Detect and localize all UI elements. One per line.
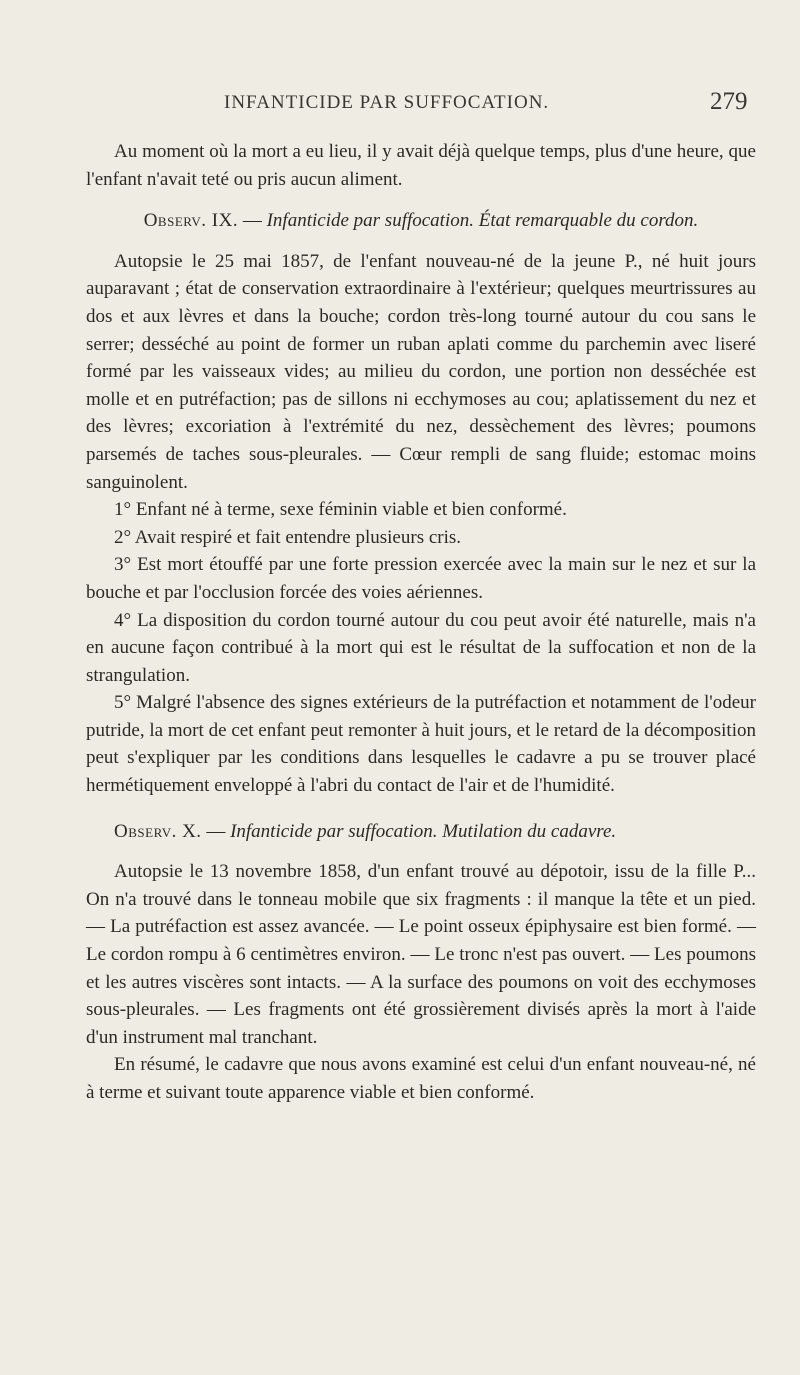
- conclusion-5: 5° Malgré l'absence des signes extérieurs de la putréfaction et notamment de l'odeur putride, la mort de cet enfant peut remonter à huit jours, et le retard de la décomposition peut s'expliquer par les conditions dans lesquelles le cadavre a pu se trouver placé hermétiquement enveloppé à l'abri du contact de l'air et de l'humidité.: [86, 692, 756, 797]
- page-body: [86, 138, 756, 1107]
- paragraph-intro: Au moment où la mort a eu lieu, il y avait déjà quelque temps, plus d'une heure, que l'enfant n'avait teté ou pris aucun aliment.: [86, 141, 756, 190]
- observation-heading-9: [86, 207, 756, 235]
- observation-label: Observ. IX.: [143, 210, 239, 232]
- observation-heading-10: [86, 818, 756, 846]
- conclusion-2: 2° Avait respiré et fait entendre plusieurs cris.: [114, 526, 462, 548]
- observation-title: Infanticide par suffocation. État remarquable du cordon.: [266, 210, 699, 232]
- page-number: 279: [710, 88, 748, 115]
- observation-label: Observ. X.: [114, 820, 202, 842]
- conclusion-4: 4° La disposition du cordon tourné autour du cou peut avoir été naturelle, mais n'a en aucune façon contribué à la mort qui est le résultat de la suffocation et non de la strangulation.: [86, 609, 756, 686]
- conclusion-3: 3° Est mort étouffé par une forte pression exercée avec la main sur le nez et sur la bouche et par l'occlusion forcée des voies aériennes.: [86, 554, 756, 603]
- paragraph-summary: En résumé, le cadavre que nous avons examiné est celui d'un enfant nouveau-né, né à terme et suivant toute apparence viable et bien conformé.: [86, 1054, 756, 1103]
- paragraph-autopsy-9: Autopsie le 25 mai 1857, de l'enfant nouveau-né de la jeune P., né huit jours auparavant ; état de conservation extraordinaire à l'extérieur; quelques meurtrissures au dos et aux lèvres et dans la bouche; cordon très-long tourné autour du cou sans le serrer; desséché au point de former un ruban aplati comme du parchemin avec liseré formé par les vaisseaux vides; au milieu du cordon, une portion non desséchée est molle et en putréfaction; pas de sillons ni ecchymoses au cou; aplatissement du nez et des lèvres; excoriation à l'extrémité du nez, dessèchement des lèvres; poumons parsemés de taches sous-pleurales. — Cœur rempli de sang fluide; estomac moins sanguinolent.: [86, 250, 756, 493]
- paragraph-autopsy-10: Autopsie le 13 novembre 1858, d'un enfant trouvé au dépotoir, issu de la fille P... On n'a trouvé dans le tonneau mobile que six fragments : il manque la tête et un pied. — La putréfaction est assez avancée. — Le point osseux épiphysaire est bien formé. — Le cordon rompu à 6 centimètres environ. — Le tronc n'est pas ouvert. — Les poumons et les autres viscères sont intacts. — A la surface des poumons on voit des ecchymoses sous-pleurales. — Les fragments ont été grossièrement divisés après la mort à l'aide d'un instrument mal tranchant.: [86, 861, 756, 1048]
- running-title: INFANTICIDE PAR SUFFOCATION.: [224, 92, 550, 113]
- observation-title: Infanticide par suffocation. Mutilation du cadavre.: [230, 820, 617, 842]
- conclusion-1: 1° Enfant né à terme, sexe féminin viable et bien conformé.: [114, 499, 567, 521]
- heading-dash: —: [238, 210, 267, 232]
- page-header: [0, 88, 800, 122]
- heading-dash: —: [201, 820, 231, 842]
